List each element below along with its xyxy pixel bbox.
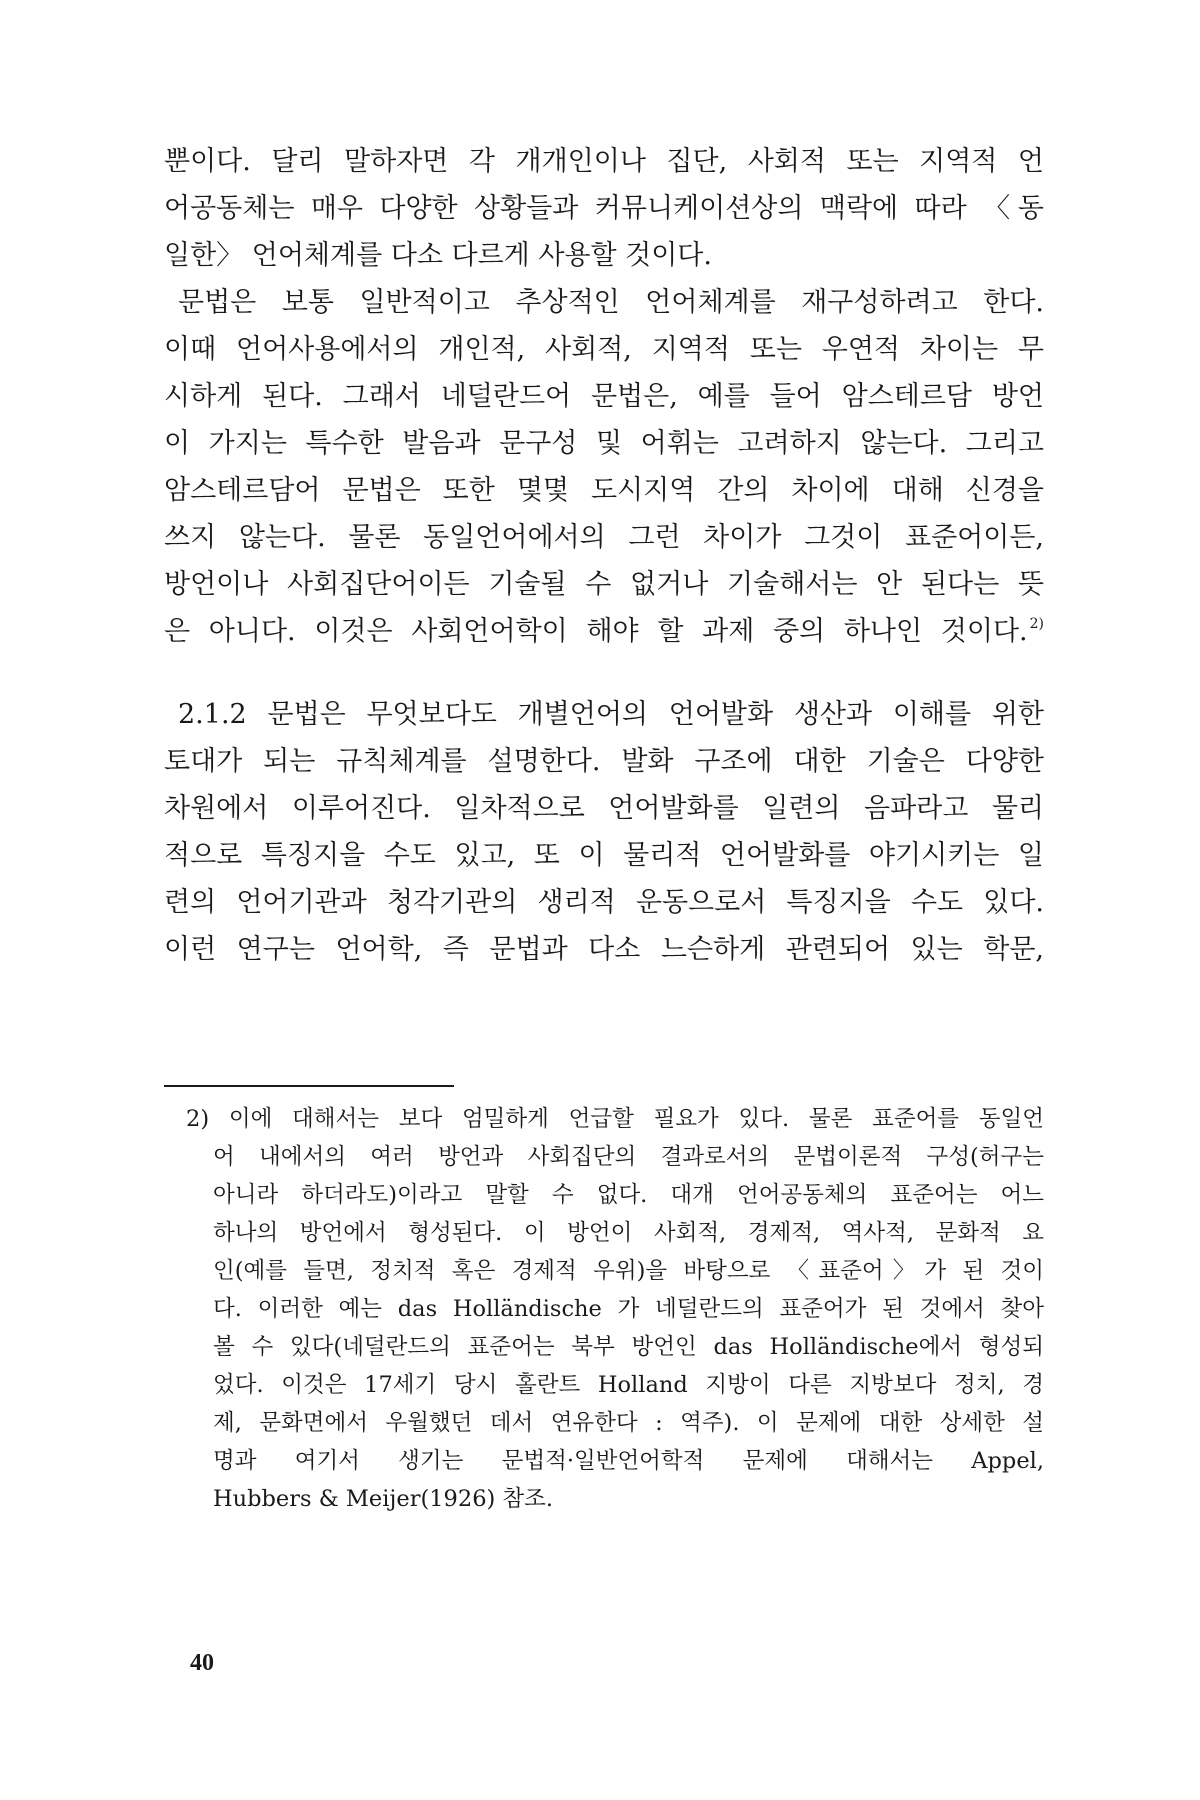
footnote-line: 었다. 이것은 17세기 당시 홀란트 Holland 지방이 다른 지방보다 정치, 경 bbox=[213, 1372, 1044, 1398]
body-line: 토대가 되는 규칙체계를 설명한다. 발화 구조에 대한 기술은 다양한 bbox=[164, 746, 1044, 777]
page-number: 40 bbox=[190, 1650, 214, 1676]
footnote-line: 다. 이러한 예는 das Holländische 가 네덜란드의 표준어가 된 것에서 찾아 bbox=[213, 1296, 1044, 1322]
body-line: 암스테르담어 문법은 또한 몇몇 도시지역 간의 차이에 대해 신경을 bbox=[164, 475, 1044, 506]
body-line: 일한〉 언어체계를 다소 다르게 사용할 것이다. bbox=[164, 240, 712, 271]
body-line: 뿐이다. 달리 말하자면 각 개개인이나 집단, 사회적 또는 지역적 언 bbox=[164, 146, 1044, 177]
body-line: 쓰지 않는다. 물론 동일언어에서의 그런 차이가 그것이 표준어이든, bbox=[164, 522, 1044, 553]
footnote-line: Hubbers & Meijer(1926) 참조. bbox=[213, 1486, 554, 1512]
body-line bbox=[164, 612, 1044, 652]
body-line: 적으로 특징지을 수도 있고, 또 이 물리적 언어발화를 야기시키는 일 bbox=[164, 840, 1044, 871]
body-line: 시하게 된다. 그래서 네덜란드어 문법은, 예를 들어 암스테르담 방언 bbox=[164, 381, 1044, 412]
body-line: 2.1.2 문법은 무엇보다도 개별언어의 언어발화 생산과 이해를 위한 bbox=[178, 699, 1044, 730]
footnote-line: 볼 수 있다(네덜란드의 표준어는 북부 방언인 das Holländische에서 형성되 bbox=[213, 1334, 1044, 1360]
body-line-text: 은 아니다. 이것은 사회언어학이 해야 할 과제 중의 하나인 것이다. bbox=[164, 616, 1028, 647]
body-line: 이때 언어사용에서의 개인적, 사회적, 지역적 또는 우연적 차이는 무 bbox=[164, 334, 1044, 365]
footnote-separator bbox=[164, 1085, 454, 1087]
footnote-line: 제, 문화면에서 우월했던 데서 연유한다 : 역주). 이 문제에 대한 상세한 설 bbox=[213, 1410, 1044, 1436]
body-line: 련의 언어기관과 청각기관의 생리적 운동으로서 특징지을 수도 있다. bbox=[164, 887, 1044, 918]
footnote-line: 2) 이에 대해서는 보다 엄밀하게 언급할 필요가 있다. 물론 표준어를 동일언 bbox=[186, 1106, 1044, 1132]
footnote-reference: 2) bbox=[1029, 616, 1044, 632]
footnote-line: 아니라 하더라도)이라고 말할 수 없다. 대개 언어공동체의 표준어는 어느 bbox=[213, 1182, 1044, 1208]
body-line: 차원에서 이루어진다. 일차적으로 언어발화를 일련의 음파라고 물리 bbox=[164, 793, 1044, 824]
body-line: 문법은 보통 일반적이고 추상적인 언어체계를 재구성하려고 한다. bbox=[178, 287, 1044, 318]
footnote-line: 하나의 방언에서 형성된다. 이 방언이 사회적, 경제적, 역사적, 문화적 요 bbox=[213, 1220, 1044, 1246]
body-line: 이런 연구는 언어학, 즉 문법과 다소 느슨하게 관련되어 있는 학문, bbox=[164, 934, 1044, 965]
body-line: 어공동체는 매우 다양한 상황들과 커뮤니케이션상의 맥락에 따라 〈동 bbox=[164, 193, 1044, 224]
footnote-line: 어 내에서의 여러 방언과 사회집단의 결과로서의 문법이론적 구성(허구는 bbox=[213, 1144, 1044, 1170]
footnote-line: 인(예를 들면, 정치적 혹은 경제적 우위)을 바탕으로 〈표준어〉가 된 것이 bbox=[213, 1258, 1044, 1284]
footnote-line: 명과 여기서 생기는 문법적·일반언어학적 문제에 대해서는 Appel, bbox=[213, 1448, 1044, 1474]
body-line: 이 가지는 특수한 발음과 문구성 및 어휘는 고려하지 않는다. 그리고 bbox=[164, 428, 1044, 459]
body-line: 방언이나 사회집단어이든 기술될 수 없거나 기술해서는 안 된다는 뜻 bbox=[164, 569, 1044, 600]
